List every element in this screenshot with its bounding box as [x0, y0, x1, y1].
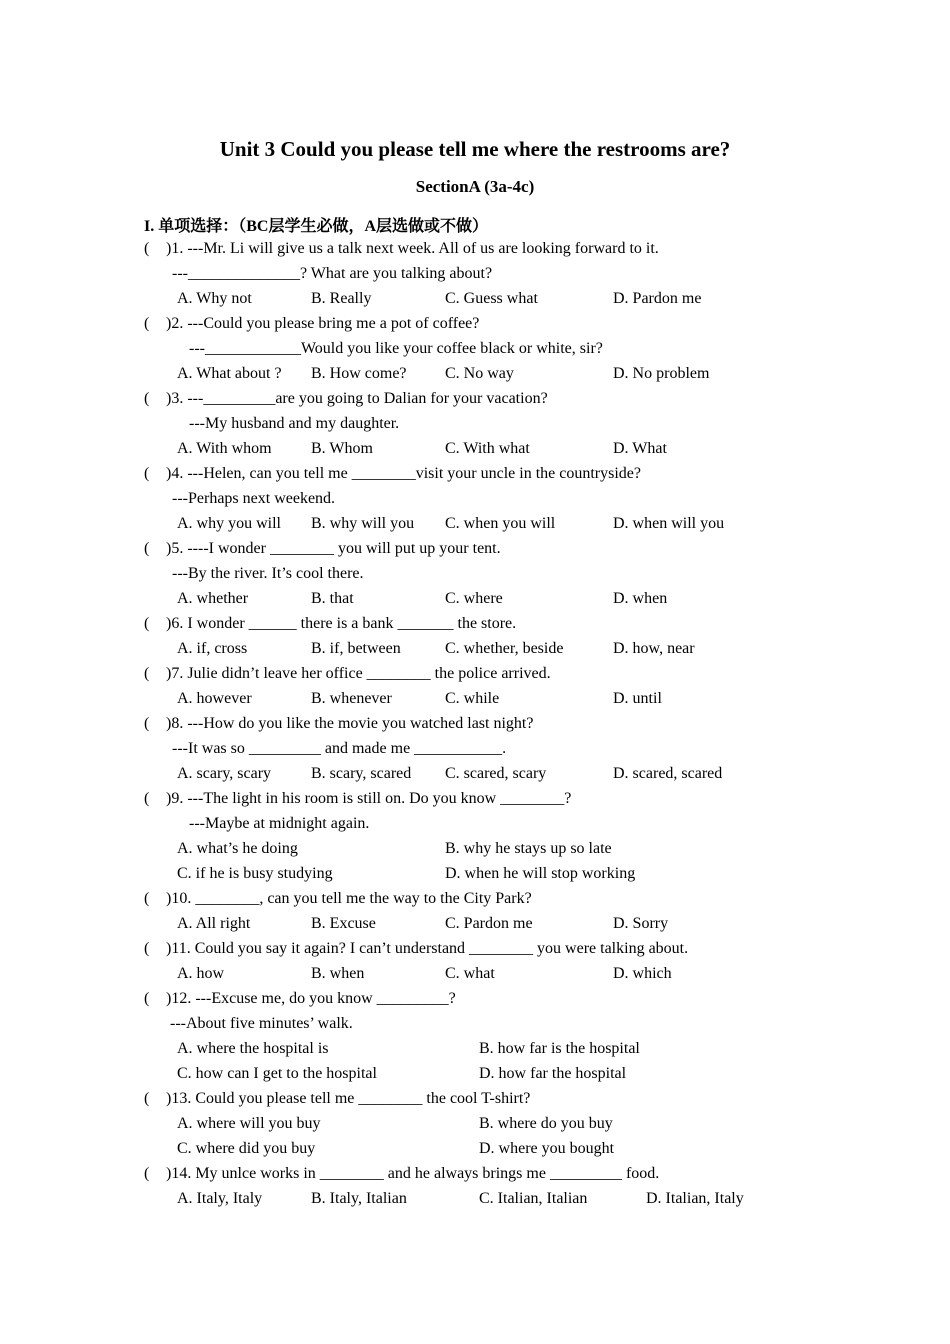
option-d: D. No problem: [613, 365, 710, 382]
answer-paren: (: [144, 790, 150, 807]
option-c: C. how can I get to the hospital: [177, 1065, 377, 1082]
option-a: A. where will you buy: [177, 1115, 321, 1132]
option-d: D. when: [613, 590, 668, 607]
option-c: C. where: [445, 590, 503, 607]
option-d: D. What: [613, 440, 667, 457]
option-c: C. where did you buy: [177, 1140, 316, 1157]
option-c: C. if he is busy studying: [177, 865, 333, 882]
question-stem: )8. ---How do you like the movie you watched last night?: [166, 715, 534, 732]
question-continuation: ---By the river. It’s cool there.: [172, 565, 364, 582]
option-a: A. whether: [177, 590, 249, 607]
answer-paren: (: [144, 940, 150, 957]
question-stem: )5. ----I wonder ________ you will put up your tent.: [166, 540, 501, 557]
question-stem: )3. ---_________are you going to Dalian for your vacation?: [166, 390, 548, 407]
question-continuation: ---Maybe at midnight again.: [189, 815, 370, 832]
question-continuation: ---____________Would you like your coffee black or white, sir?: [189, 340, 603, 357]
option-b: B. where do you buy: [479, 1115, 613, 1132]
option-b: B. why he stays up so late: [445, 840, 612, 857]
option-a: A. With whom: [177, 440, 272, 457]
option-a: A. All right: [177, 915, 251, 932]
question-stem: )13. Could you please tell me ________ the cool T-shirt?: [166, 1090, 531, 1107]
option-a: A. however: [177, 690, 252, 707]
answer-paren: (: [144, 1165, 150, 1182]
answer-paren: (: [144, 665, 150, 682]
option-c: C. whether, beside: [445, 640, 564, 657]
option-c: C. Pardon me: [445, 915, 533, 932]
question-stem: )9. ---The light in his room is still on. Do you know ________?: [166, 790, 572, 807]
option-a: A. why you will: [177, 515, 281, 532]
option-b: B. why will you: [311, 515, 415, 532]
option-b: B. Whom: [311, 440, 373, 457]
option-a: A. What about ?: [177, 365, 282, 382]
question-stem: )10. ________, can you tell me the way to the City Park?: [166, 890, 532, 907]
option-d: D. how far the hospital: [479, 1065, 627, 1082]
option-b: B. Italy, Italian: [311, 1190, 407, 1207]
option-c: C. No way: [445, 365, 514, 382]
answer-paren: (: [144, 315, 150, 332]
page-subtitle: SectionA (3a-4c): [415, 177, 535, 196]
option-a: A. where the hospital is: [177, 1040, 329, 1057]
option-d: D. which: [613, 965, 672, 982]
option-b: B. Excuse: [311, 915, 376, 932]
answer-paren: (: [144, 390, 150, 407]
answer-paren: (: [144, 1090, 150, 1107]
answer-paren: (: [144, 465, 150, 482]
option-a: A. how: [177, 965, 225, 982]
option-b: B. scary, scared: [311, 765, 412, 782]
option-d: D. until: [613, 690, 662, 707]
question-stem: )1. ---Mr. Li will give us a talk next week. All of us are looking forward to it.: [166, 240, 659, 257]
question-stem: )6. I wonder ______ there is a bank _______ the store.: [166, 615, 517, 632]
question-continuation: ---______________? What are you talking about?: [172, 265, 493, 282]
question-stem: )11. Could you say it again? I can’t understand ________ you were talking about.: [166, 940, 689, 957]
option-a: A. what’s he doing: [177, 840, 298, 857]
question-continuation: ---About five minutes’ walk.: [170, 1015, 353, 1032]
question-stem: )12. ---Excuse me, do you know _________?: [166, 990, 456, 1007]
option-a: A. Why not: [177, 290, 252, 307]
answer-paren: (: [144, 890, 150, 907]
option-d: D. scared, scared: [613, 765, 723, 782]
answer-paren: (: [144, 615, 150, 632]
option-b: B. How come?: [311, 365, 407, 382]
option-c: C. Guess what: [445, 290, 538, 307]
answer-paren: (: [144, 990, 150, 1007]
answer-paren: (: [144, 715, 150, 732]
option-b: B. how far is the hospital: [479, 1040, 640, 1057]
option-d: D. how, near: [613, 640, 695, 657]
question-continuation: ---Perhaps next weekend.: [172, 490, 336, 507]
section-heading: I. 单项选择：（BC层学生必做，A层选做或不做）: [144, 218, 489, 235]
option-a: A. Italy, Italy: [177, 1190, 263, 1207]
option-c: C. when you will: [445, 515, 556, 532]
question-stem: )14. My unlce works in ________ and he always brings me _________ food.: [166, 1165, 660, 1182]
option-a: A. if, cross: [177, 640, 248, 657]
question-continuation: ---It was so _________ and made me ___________.: [172, 740, 507, 757]
answer-paren: (: [144, 240, 150, 257]
option-d: D. Pardon me: [613, 290, 702, 307]
option-d: D. Italian, Italy: [646, 1190, 744, 1207]
question-stem: )7. Julie didn’t leave her office ________ the police arrived.: [166, 665, 551, 682]
option-c: C. what: [445, 965, 495, 982]
question-continuation: ---My husband and my daughter.: [189, 415, 400, 432]
option-d: D. when he will stop working: [445, 865, 636, 882]
option-c: C. With what: [445, 440, 530, 457]
option-b: B. Really: [311, 290, 372, 307]
option-b: B. that: [311, 590, 354, 607]
option-d: D. where you bought: [479, 1140, 615, 1157]
option-d: D. Sorry: [613, 915, 669, 932]
option-b: B. whenever: [311, 690, 392, 707]
option-b: B. if, between: [311, 640, 401, 657]
option-b: B. when: [311, 965, 365, 982]
option-c: C. scared, scary: [445, 765, 547, 782]
option-c: C. while: [445, 690, 500, 707]
page-title: Unit 3 Could you please tell me where the restrooms are?: [219, 137, 731, 161]
option-d: D. when will you: [613, 515, 725, 532]
question-stem: )2. ---Could you please bring me a pot of coffee?: [166, 315, 480, 332]
option-c: C. Italian, Italian: [479, 1190, 588, 1207]
answer-paren: (: [144, 540, 150, 557]
question-stem: )4. ---Helen, can you tell me ________visit your uncle in the countryside?: [166, 465, 641, 482]
option-a: A. scary, scary: [177, 765, 272, 782]
